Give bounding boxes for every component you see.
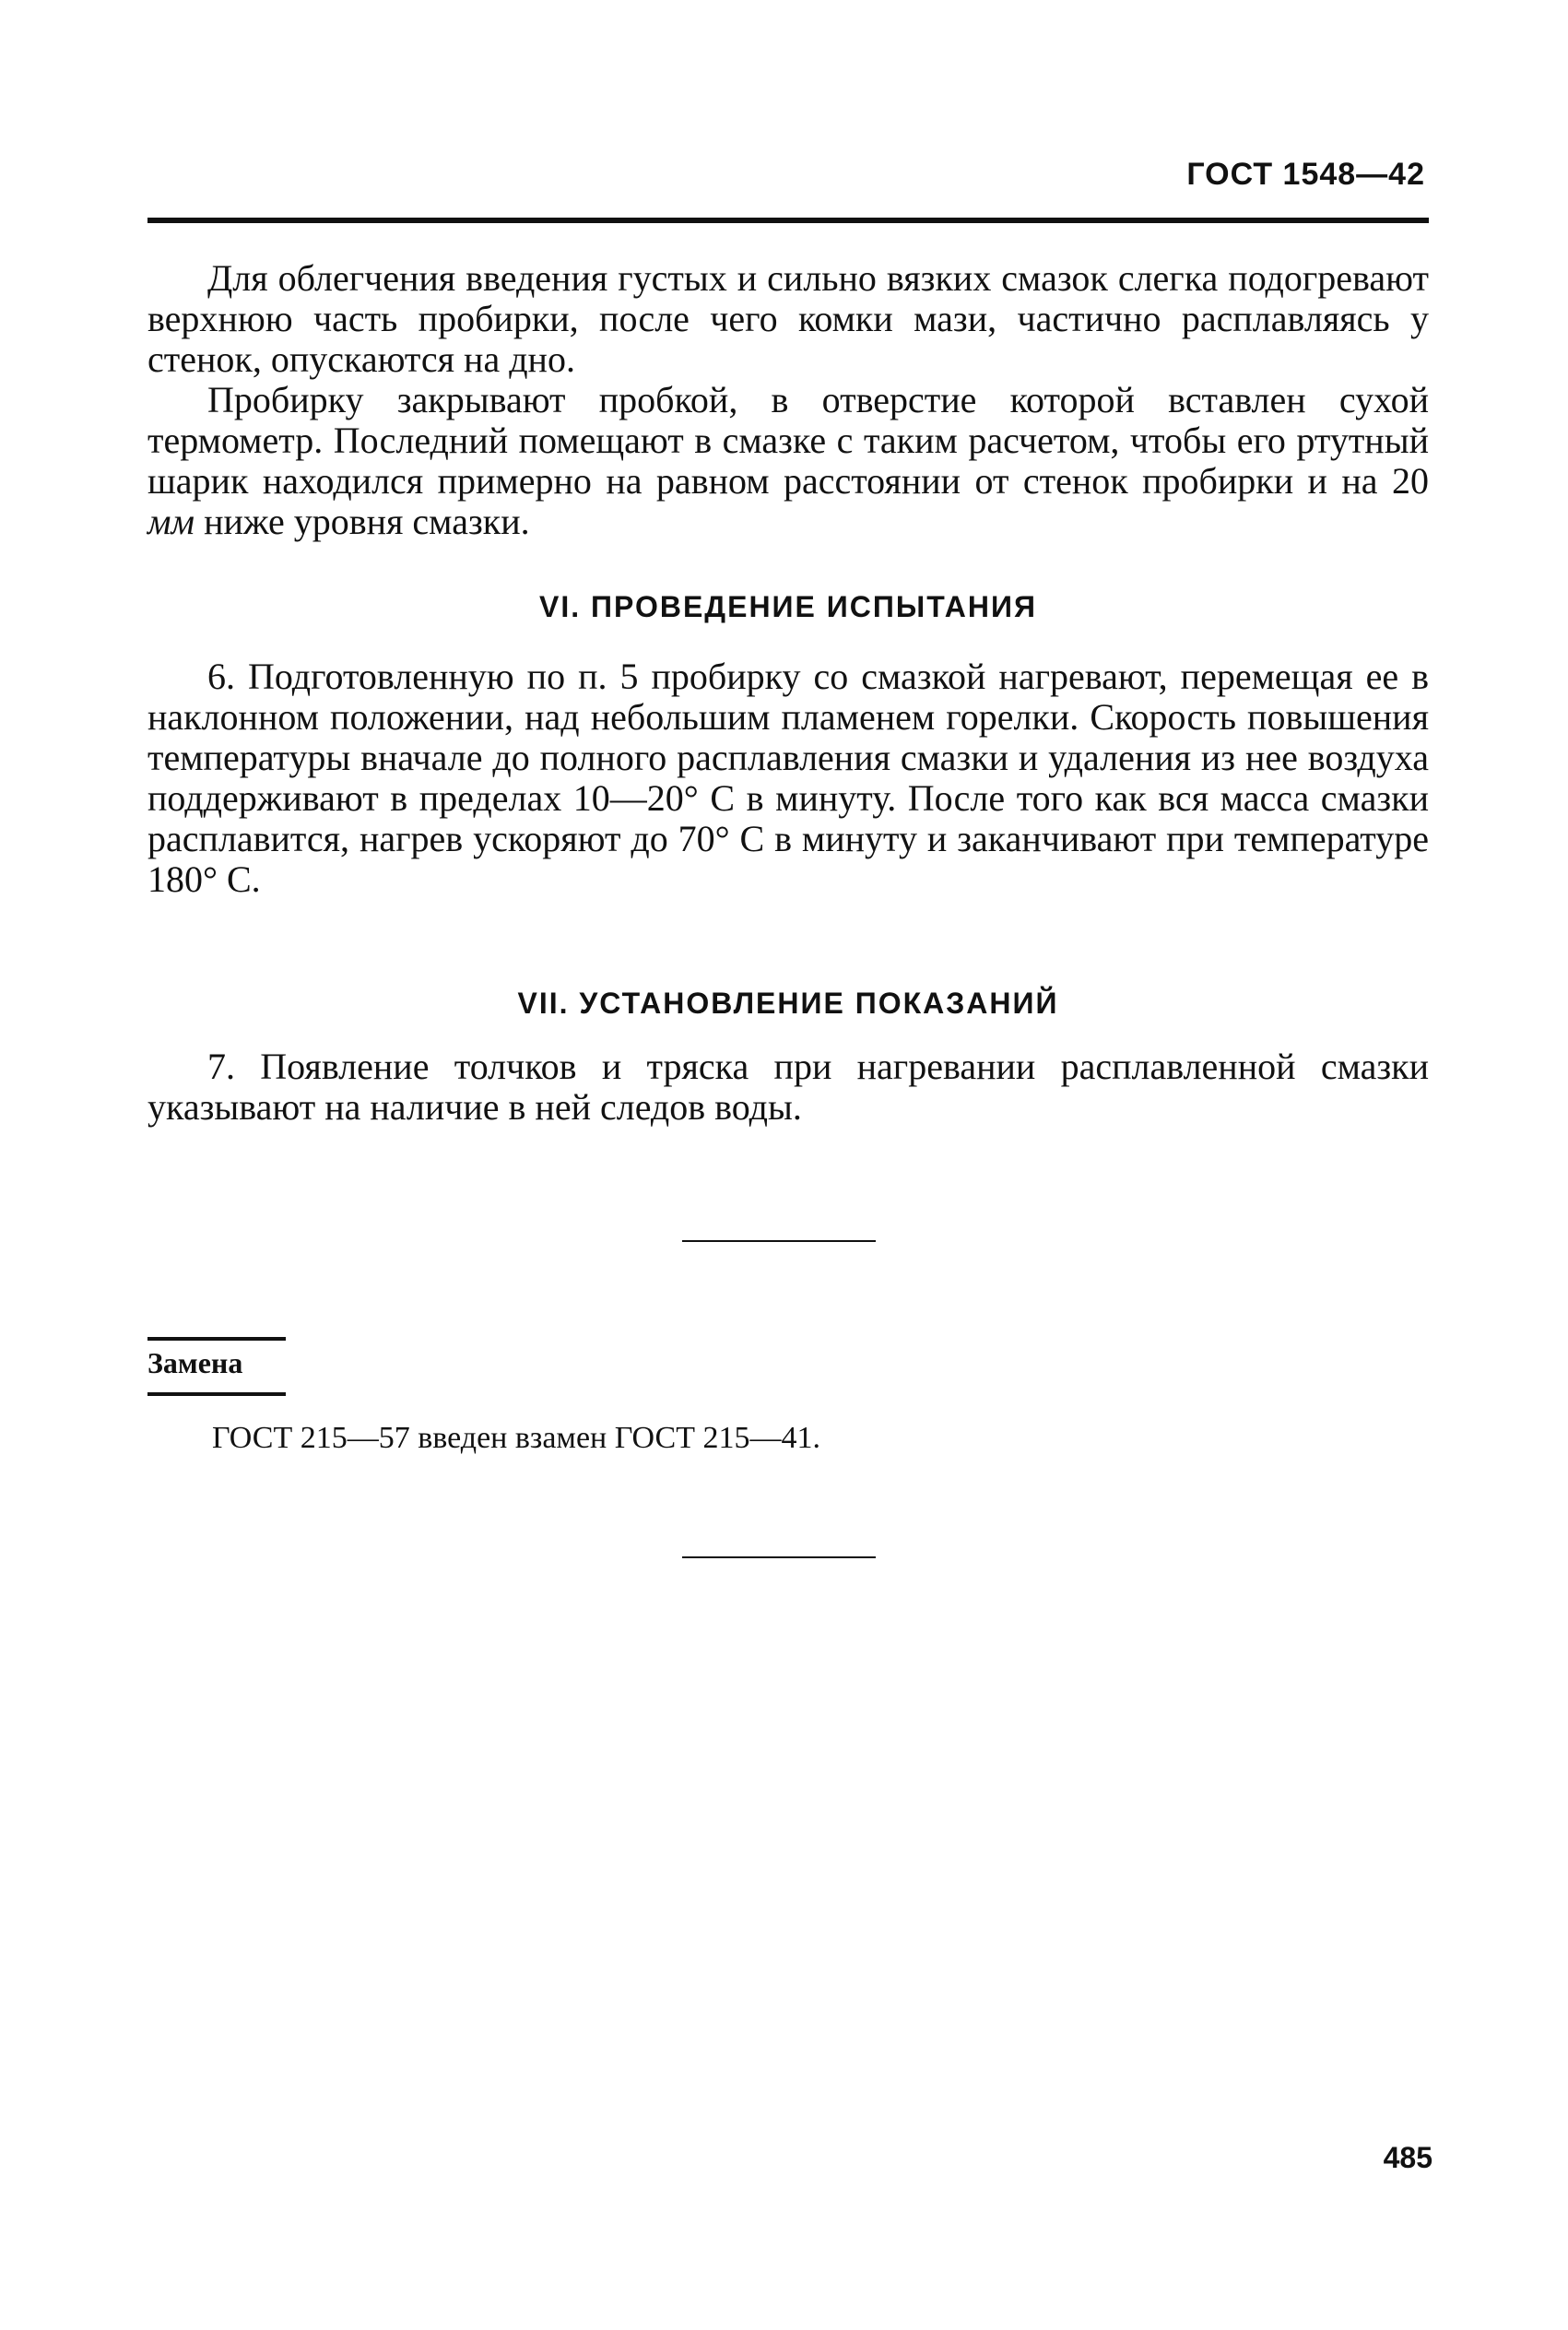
section-6-text bbox=[147, 656, 1429, 900]
separator-rule-1 bbox=[682, 1240, 876, 1242]
paragraph-intro-1: Для облегчения введения густых и сильно вязких смазок слегка подогревают верхнюю часть пробирки, после чего комки мази, частично расплавляясь у стенок, опускаются на дно. bbox=[147, 257, 1429, 380]
paragraph-intro-2-end: ниже уровня смазки. bbox=[195, 501, 530, 542]
intro-text bbox=[147, 258, 1429, 542]
paragraph-intro-2 bbox=[147, 380, 1429, 542]
section-7-text bbox=[147, 1047, 1429, 1128]
note-rule-bottom bbox=[147, 1392, 286, 1396]
paragraph-6: 6. Подготовленную по п. 5 пробирку со смазкой нагревают, перемещая ее в наклонном положении, над небольшим пламенем горелки. Скорость повышения температуры вначале до полного расплавления смазки и удаления из нее воздуха поддерживают в пределах 10—20° С в минуту. После того как вся масса смазки расплавится, нагрев ускоряют до 70° С в минуту и заканчивают при температуре 180° С. bbox=[147, 656, 1429, 900]
page-number: 485 bbox=[1383, 2141, 1432, 2174]
paragraph-7: 7. Появление толчков и тряска при нагревании расплавленной смазки указывают на наличие в ней следов воды. bbox=[147, 1046, 1429, 1128]
note-rule-top bbox=[147, 1337, 286, 1341]
separator-rule-2 bbox=[682, 1556, 876, 1558]
section-7-heading: VII. УСТАНОВЛЕНИЕ ПОКАЗАНИЙ bbox=[517, 987, 1059, 1020]
note-text: ГОСТ 215—57 введен взамен ГОСТ 215—41. bbox=[212, 1421, 820, 1455]
header-rule bbox=[147, 218, 1429, 223]
note-label: Замена bbox=[147, 1346, 243, 1379]
paragraph-intro-2-start: Пробирку закрывают пробкой, в отверстие которой вставлен сухой термометр. Последний помещают в смазке с таким расчетом, чтобы его ртутный шарик находился примерно на равном расстоянии от стенок пробирки и на 20 bbox=[147, 379, 1429, 502]
section-6-heading: VI. ПРОВЕДЕНИЕ ИСПЫТАНИЯ bbox=[539, 590, 1037, 623]
unit-mm: мм bbox=[147, 501, 195, 542]
standard-code: ГОСТ 1548—42 bbox=[1186, 157, 1425, 192]
